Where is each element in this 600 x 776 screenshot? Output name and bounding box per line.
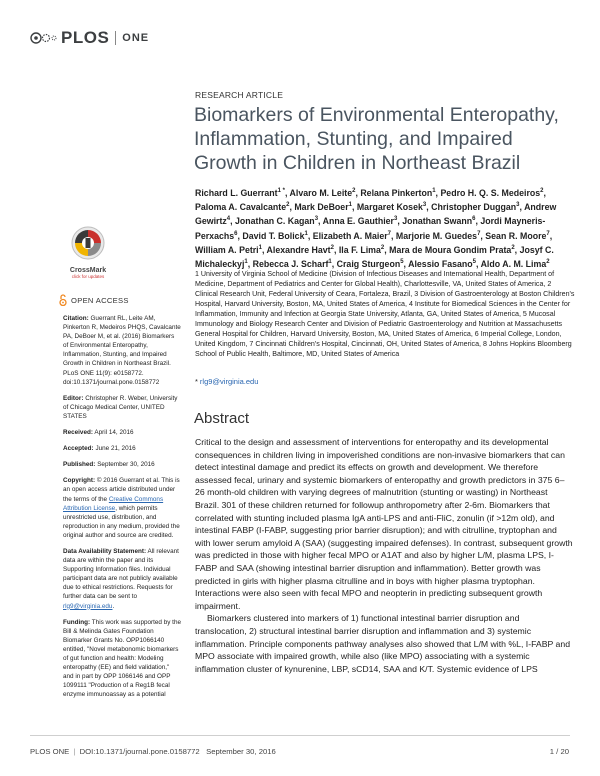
article-title: Biomarkers of Environmental Enteropathy, Inflammation, Stunting, and Impaired Growth in Children in Northeast Brazil [194,104,559,174]
author-affiliation-number: 3 [314,216,319,223]
author-affiliation-number: 3 [422,202,427,209]
citation-text: Guerrant RL, Leite AM, Pinkerton R, Medeiros PHQS, Cavalcante PA, DeBoer M, et al. (2016) Biomarkers of Environmental Enteropathy, Inflammation, Stunting, and Impaired Growth in Children in Northeast Brazil. PLoS ONE 11(9): e0158772. doi:10.1371/journal.pone.0158772 [63,315,181,386]
accepted-label: Accepted: [63,445,94,453]
author-affiliation-number: 3 [393,216,398,223]
published-date: September 30, 2016 [97,461,155,469]
data-contact-email-link[interactable]: rlg9@virginia.edu [63,602,113,610]
author-affiliation-number: 2 [511,244,515,251]
author-name: Relana Pinkerton$^1$ [360,187,436,198]
logo-word: PLOS [61,28,110,47]
author-list: Richard L. Guerrant$^{1 *}$, Alvaro M. Leite$^2$, Relana Pinkerton$^1$, Pedro H. Q. S. Medeiros$^2$, Paloma A. Cavalcante$^2$, Mark DeBoer$^1$, Margaret Kosek$^3$, Christopher Duggan$^3$, Andrew Gewirtz$^4$, Jonathan C. Kagan$^3$, Anna E. Gauthier$^3$, Jonathan Swann$^6$, Jordi Mayneris-Perxachs$^6$, David T. Bolick$^1$, Elizabeth A. Maier$^7$, Marjorie M. Guedes$^7$, Sean R. Moore$^7$, William A. Petri$^1$, Alexandre Havt$^2$, Ila F. Lima$^2$, Mara de Moura Gondim Prata$^2$, Josyf C. Michaleckyj$^1$, Rebecca J. Scharf$^1$, Craig Sturgeon$^5$, Alessio Fasano$^5$, Aldo A. M. Lima$^2$ [195,187,557,270]
author-name: Alessio Fasano$^5$ [408,259,476,270]
plos-logo-mark-icon [30,30,58,46]
corresponding-email-link[interactable]: rlg9@virginia.edu [199,377,259,386]
abstract-paragraph-1: Critical to the design and assessment of interventions for enteropathy and its developmental consequences in children living in impoverished conditions are non-invasive biomarkers that can detect intestinal damage and predict its effects on growth and development. We therefore assessed fecal, urinary and systemic biomarkers of enteropathy and growth predictors in 375 6–26 month-old children with varying degrees of malnutrition (stunting or wasting) in Northeast Brazil. 301 of these children returned for followup anthropometry after 2-6m. Biomarkers that correlated with stunting included plasma IgA anti-LPS and anti-FliC, zonulin (if >12m old), and intestinal FABP (I-FABP, suggesting prior barrier disruption); and with citrulline, tryptophan and with lower serum amyloid A (SAA) (suggesting impaired defenses). In contrast, subsequent growth was predicted in those with higher fecal MPO or A1AT and also by higher L/M, plasma LPS, I-FABP and SAA (showing intestinal barrier disruption and inflammation). Better growth was predicted in girls with higher plasma citrulline and in boys with higher plasma tryptophan. Interactions were also seen with fecal MPO and neopterin in predicting subsequent growth impairment. [195,437,573,611]
author-name: Sean R. Moore$^7$ [485,230,550,241]
author-name: Ila F. Lima$^2$ [338,244,385,255]
footer-separator: | [73,747,76,756]
author-affiliation-number: 1 * [277,188,285,194]
funding-block [63,618,181,700]
funding-label: Funding: [63,618,91,626]
affiliations: 1 University of Virginia School of Medicine (Division of Infectious Diseases and International Health, Department of Medicine, Department of Pediatrics and Center for Global Health), Charlottesville, VA, United States of America, 2 Clinical Research Unit, Federal University of Ceara, Fortaleza, Brazil, 3 Division of Gastroenterology at Boston Children's Hospital, Harvard University, Boston, MA, United States of America, 4 Institute for Biomedical Sciences in the Center for Inflammation, Immunity and Infection at Georgia State University, Atlanta, GA, United States of America, 5 Mucosal Immunology and Biology Research Center and Division of Pediatric Gastroenterology and Nutrition at Massachusetts General Hospital for Children, Harvard University, Boston, MA, United States of America, 6 Imperial College, London, United Kingdom, 7 Cincinnati Children's Hospital, Cincinnati, OH, United States of America, 8 Johns Hopkins Bloomberg School of Public Health, Baltimore, MD, United States of America [195,270,575,359]
author-name: William A. Petri$^1$ [195,244,262,255]
author-name: Marjorie M. Guedes$^7$ [395,230,481,241]
abstract-heading: Abstract [194,410,250,427]
copyright-text-post: , which permits unrestricted use, distribution, and reproduction in any medium, provided the original author and source are credited. [63,504,180,539]
author-affiliation-number: 7 [546,230,550,237]
author-affiliation-number: 7 [387,230,392,237]
accepted-date: June 21, 2016 [95,445,136,453]
author-name: Alexandre Havt$^2$ [266,244,334,255]
author-name: Pedro H. Q. S. Medeiros$^2$ [440,187,544,198]
corresponding-star: * [195,377,198,386]
corresponding-email[interactable] [195,377,258,386]
author-name: Mark DeBoer$^1$ [294,202,352,213]
author-affiliation-number: 1 [432,188,436,194]
logo-separator [115,31,116,45]
citation-label: Citation: [63,315,89,322]
author-name: Josyf C. Michaleckyj$^1$ [195,244,554,270]
license-link[interactable]: Creative Commons Attribution License [63,495,164,512]
author-name: Andrew Gewirtz$^4$ [195,202,557,227]
author-name: Alvaro M. Leite$^2$ [289,187,356,198]
author-name: Aldo A. M. Lima$^2$ [480,259,550,270]
crossmark-sublabel: click for updates [71,274,105,279]
author-affiliation-number: 1 [258,244,262,251]
editor-label: Editor: [63,394,84,402]
author-affiliation-number: 7 [477,230,481,237]
copyright-label: Copyright: [63,477,96,485]
author-name: Margaret Kosek$^3$ [356,202,427,213]
author-name: David T. Bolick$^1$ [242,230,308,241]
data-availability-end: . [112,602,115,610]
abstract-paragraph-2: Biomarkers clustered into markers of 1) functional intestinal barrier disruption and translocation, 2) structural intestinal barrier disruption and inflammation and 3) systemic inflammation. Principle components pathway analyses also showed that L/M with %L, I-FABP and MPO associate with impaired growth, while also (like MPO) associating with a systemic inflammation cluster of kynurenine, LBP, sCD14, SAA and K/T. Systemic evidence of LPS [195,613,571,674]
received-date: April 14, 2016 [94,429,134,437]
author-affiliation-number: 6 [472,216,476,223]
author-name: Mara de Moura Gondim Prata$^2$ [389,244,515,255]
page-number: 1 / 20 [549,747,569,756]
editor-block [63,394,181,421]
footer-doi[interactable]: DOI:10.1371/journal.pone.0158772 [79,747,200,756]
article-metadata-sidebar [63,314,181,706]
author-name: Rebecca J. Scharf$^1$ [252,259,332,270]
author-affiliation-number: 6 [234,230,238,237]
footer-citation [30,747,276,756]
footer-divider [30,735,570,736]
crossmark-label: CrossMark [69,267,107,274]
author-affiliation-number: 2 [330,244,334,251]
author-name: Anna E. Gauthier$^3$ [322,216,398,227]
author-affiliation-number: 2 [546,259,550,266]
author-affiliation-number: 1 [348,202,352,209]
editor-text: Christopher R. Weber, University of Chicago Medical Center, UNITED STATES [63,394,178,420]
data-availability-block [63,547,181,611]
author-name: Jordi Mayneris-Perxachs$^6$ [195,216,546,241]
author-affiliation-number: 1 [244,259,248,266]
citation-block [63,314,181,387]
published-label: Published: [63,461,96,469]
author-affiliation-number: 1 [328,259,332,266]
author-affiliation-number: 5 [472,259,476,266]
received-label: Received: [63,429,93,437]
received-block [63,428,181,437]
author-name: Christopher Duggan$^3$ [431,202,520,213]
copyright-block [63,476,181,540]
open-access-badge [59,294,129,306]
accepted-block [63,444,181,453]
plos-one-logo[interactable] [30,28,149,48]
author-affiliation-number: 1 [304,230,308,237]
author-affiliation-number: 2 [352,188,356,194]
author-affiliation-number: 2 [380,244,385,251]
author-name: Craig Sturgeon$^5$ [336,259,404,270]
crossmark-badge[interactable] [62,225,114,279]
author-name: Paloma A. Cavalcante$^2$ [195,202,290,213]
author-affiliation-number: 3 [516,202,520,209]
author-affiliation-number: 4 [226,216,231,223]
author-affiliation-number: 2 [540,188,544,194]
copyright-text-pre: © 2016 Guerrant et al. This is an open access article distributed under the terms of the [63,477,180,503]
logo-journal: ONE [122,32,150,44]
funding-text: This work was supported by the Bill & Melinda Gates Foundation Biomarker Grants No. OPP1066140 entitled, "Novel metabonomic biomarkers of gut function and health: Modeling enteropathy (EE) and field validation," and in part by OPP 1066146 and OPP 1099111 "Production of a Reg1B fecal enzyme immunoassay as a potential [63,618,182,699]
author-name: Jonathan C. Kagan$^3$ [235,216,319,227]
author-name: Elizabeth A. Maier$^7$ [312,230,392,241]
author-affiliation-number: 5 [400,259,404,266]
footer-journal: PLOS ONE [30,747,70,756]
published-block [63,460,181,469]
data-availability-text: All relevant data are within the paper and its Supporting Information files. Individual participant data are not publicly available due to ethical restrictions. Requests for further data can be sent to [63,547,179,601]
data-availability-label: Data Availability Statement: [63,547,147,555]
open-access-label: OPEN ACCESS [71,295,129,305]
author-name: Richard L. Guerrant$^{1 *}$ [195,187,285,198]
article-type: RESEARCH ARTICLE [195,90,284,100]
footer-date: September 30, 2016 [206,747,276,756]
author-affiliation-number: 2 [286,202,290,209]
abstract-body [195,436,573,675]
crossmark-icon [70,225,106,261]
author-name: Jonathan Swann$^6$ [402,216,476,227]
open-lock-icon [59,294,67,306]
